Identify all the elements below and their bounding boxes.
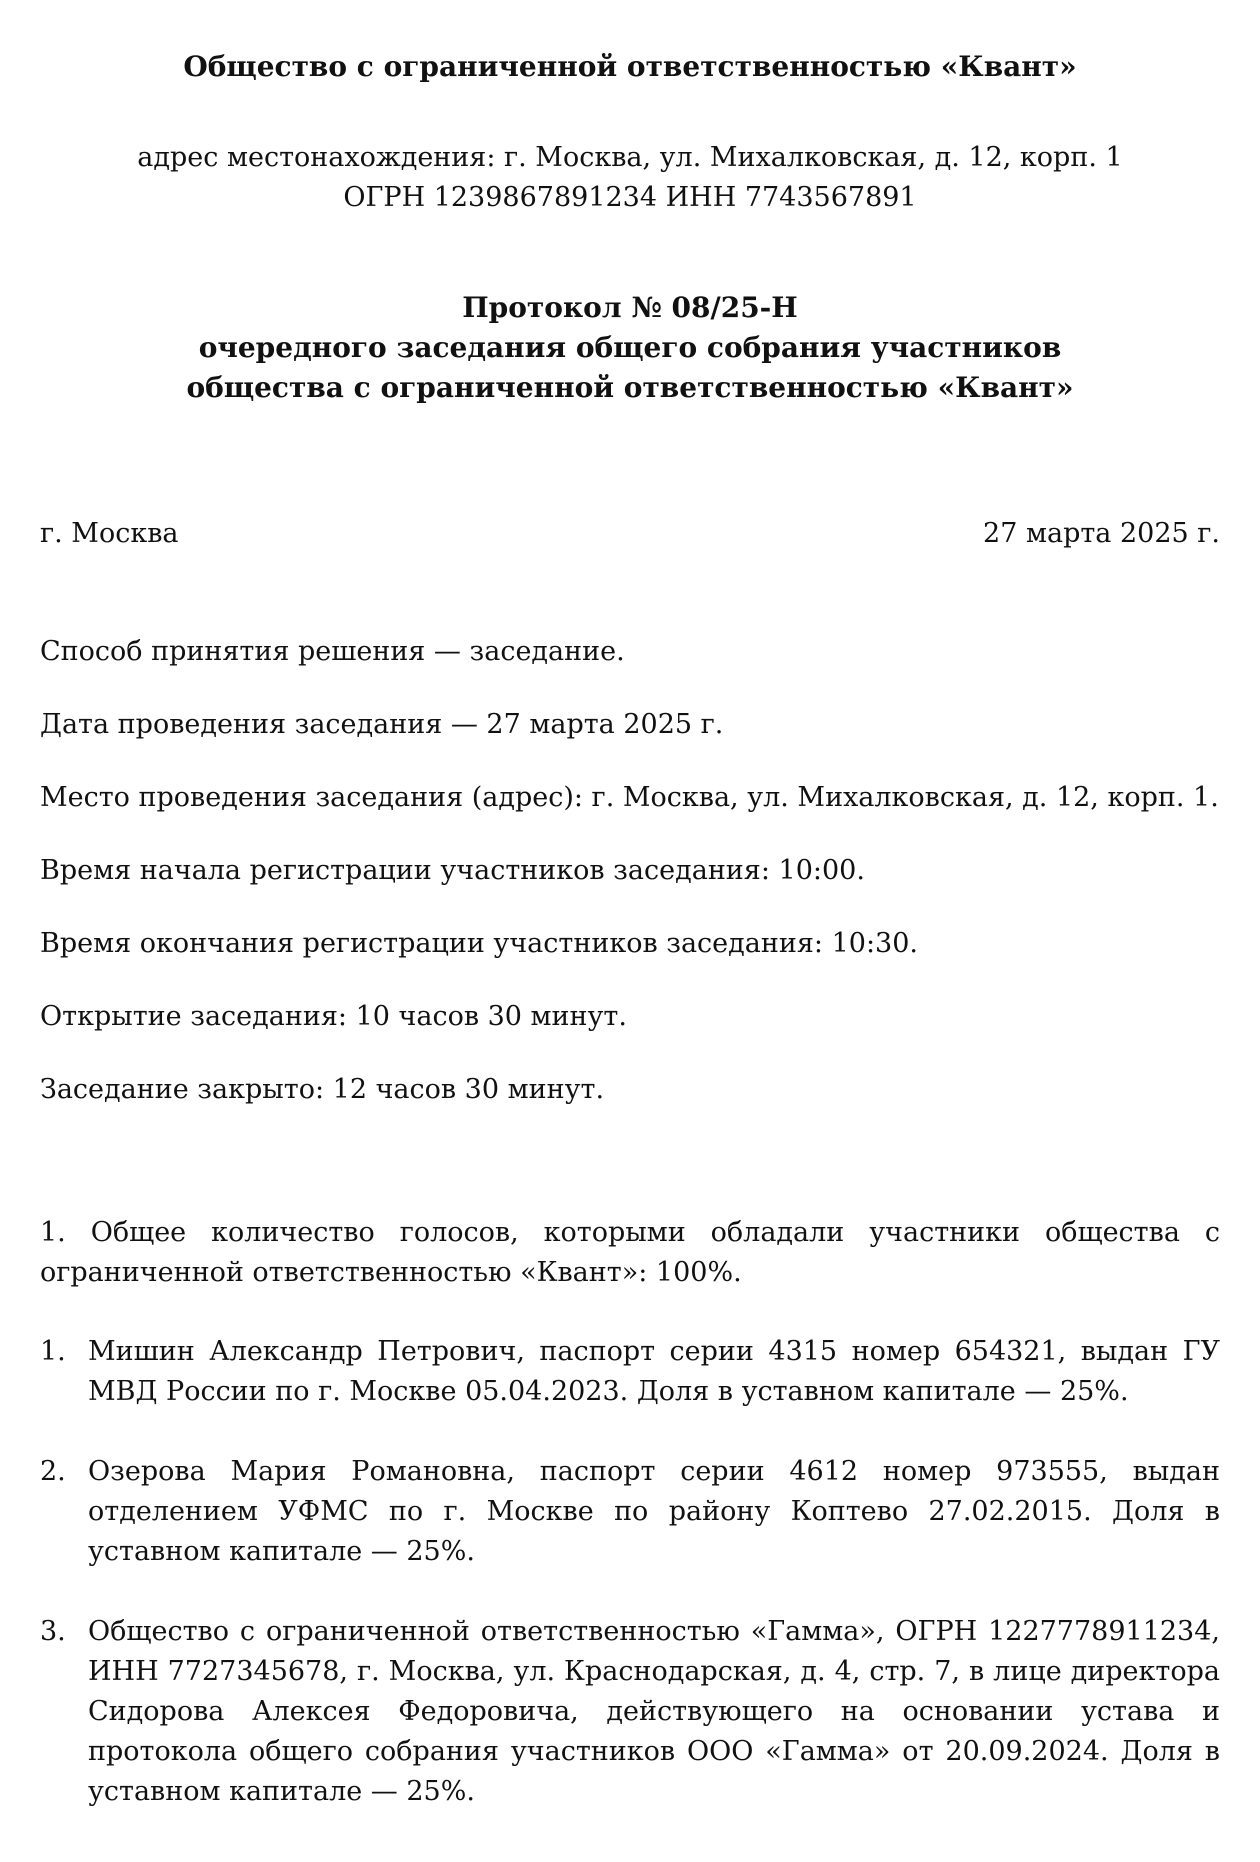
protocol-number: Протокол № 08/25-Н xyxy=(462,291,798,324)
detail-meeting-date: Дата проведения заседания — 27 марта 2025 г. xyxy=(40,709,724,740)
detail-registration-start: Время начала регистрации участников заседания: 10:00. xyxy=(40,855,865,886)
organization-info xyxy=(0,138,1260,218)
participant-text: Общество с ограниченной ответственностью «Гамма», ОГРН 1227778911234, ИНН 7727345678, г. Москва, ул. Краснодарская, д. 4, стр. 7, в лице директора Сидорова Алексея Федоровича, действующего на основании устава и протокола общего собрания участников ООО «Гамма» от 20.09.2024. Доля в уставном капитале — 25%. xyxy=(88,1616,1220,1807)
participant-text: Озерова Мария Романовна, паспорт серии 4612 номер 973555, выдан отделением УФМС по г. Москве по району Коптево 27.02.2015. Доля в уставном капитале — 25%. xyxy=(88,1456,1220,1567)
participant-item xyxy=(40,1452,1220,1572)
participant-item xyxy=(40,1612,1220,1812)
meeting-city: г. Москва xyxy=(40,518,179,549)
detail-meeting-open: Открытие заседания: 10 часов 30 минут. xyxy=(40,1001,627,1032)
detail-decision-method: Способ принятия решения — заседание. xyxy=(40,636,625,667)
participant-number: 1. xyxy=(40,1336,66,1367)
participant-item xyxy=(40,1332,1220,1412)
protocol-subtitle-1: очередного заседания общего собрания участников xyxy=(198,331,1062,364)
votes-total-paragraph: 1. Общее количество голосов, которыми обладали участники общества с ограниченной ответственностью «Квант»: 100%. xyxy=(40,1217,1220,1288)
participant-number: 3. xyxy=(40,1616,66,1647)
participant-number: 2. xyxy=(40,1456,66,1487)
organization-ids: ОГРН 1239867891234 ИНН 7743567891 xyxy=(343,182,917,213)
organization-address: адрес местонахождения: г. Москва, ул. Михалковская, д. 12, корп. 1 xyxy=(137,142,1123,173)
detail-meeting-close: Заседание закрыто: 12 часов 30 минут. xyxy=(40,1074,605,1105)
participant-text: Мишин Александр Петрович, паспорт серии 4315 номер 654321, выдан ГУ МВД России по г. Москве 05.04.2023. Доля в уставном капитале — 25%. xyxy=(88,1336,1220,1407)
detail-meeting-place: Место проведения заседания (адрес): г. Москва, ул. Михалковская, д. 12, корп. 1. xyxy=(40,782,1219,813)
meeting-date: 27 марта 2025 г. xyxy=(983,518,1220,549)
participants-list xyxy=(40,1332,1220,1852)
detail-registration-end: Время окончания регистрации участников заседания: 10:30. xyxy=(40,928,918,959)
meeting-details xyxy=(40,632,1220,1143)
protocol-heading xyxy=(0,288,1260,408)
protocol-subtitle-2: общества с ограниченной ответственностью «Квант» xyxy=(186,371,1074,404)
place-date-row xyxy=(40,518,1220,549)
organization-title: Общество с ограниченной ответственностью «Квант» xyxy=(183,50,1077,83)
